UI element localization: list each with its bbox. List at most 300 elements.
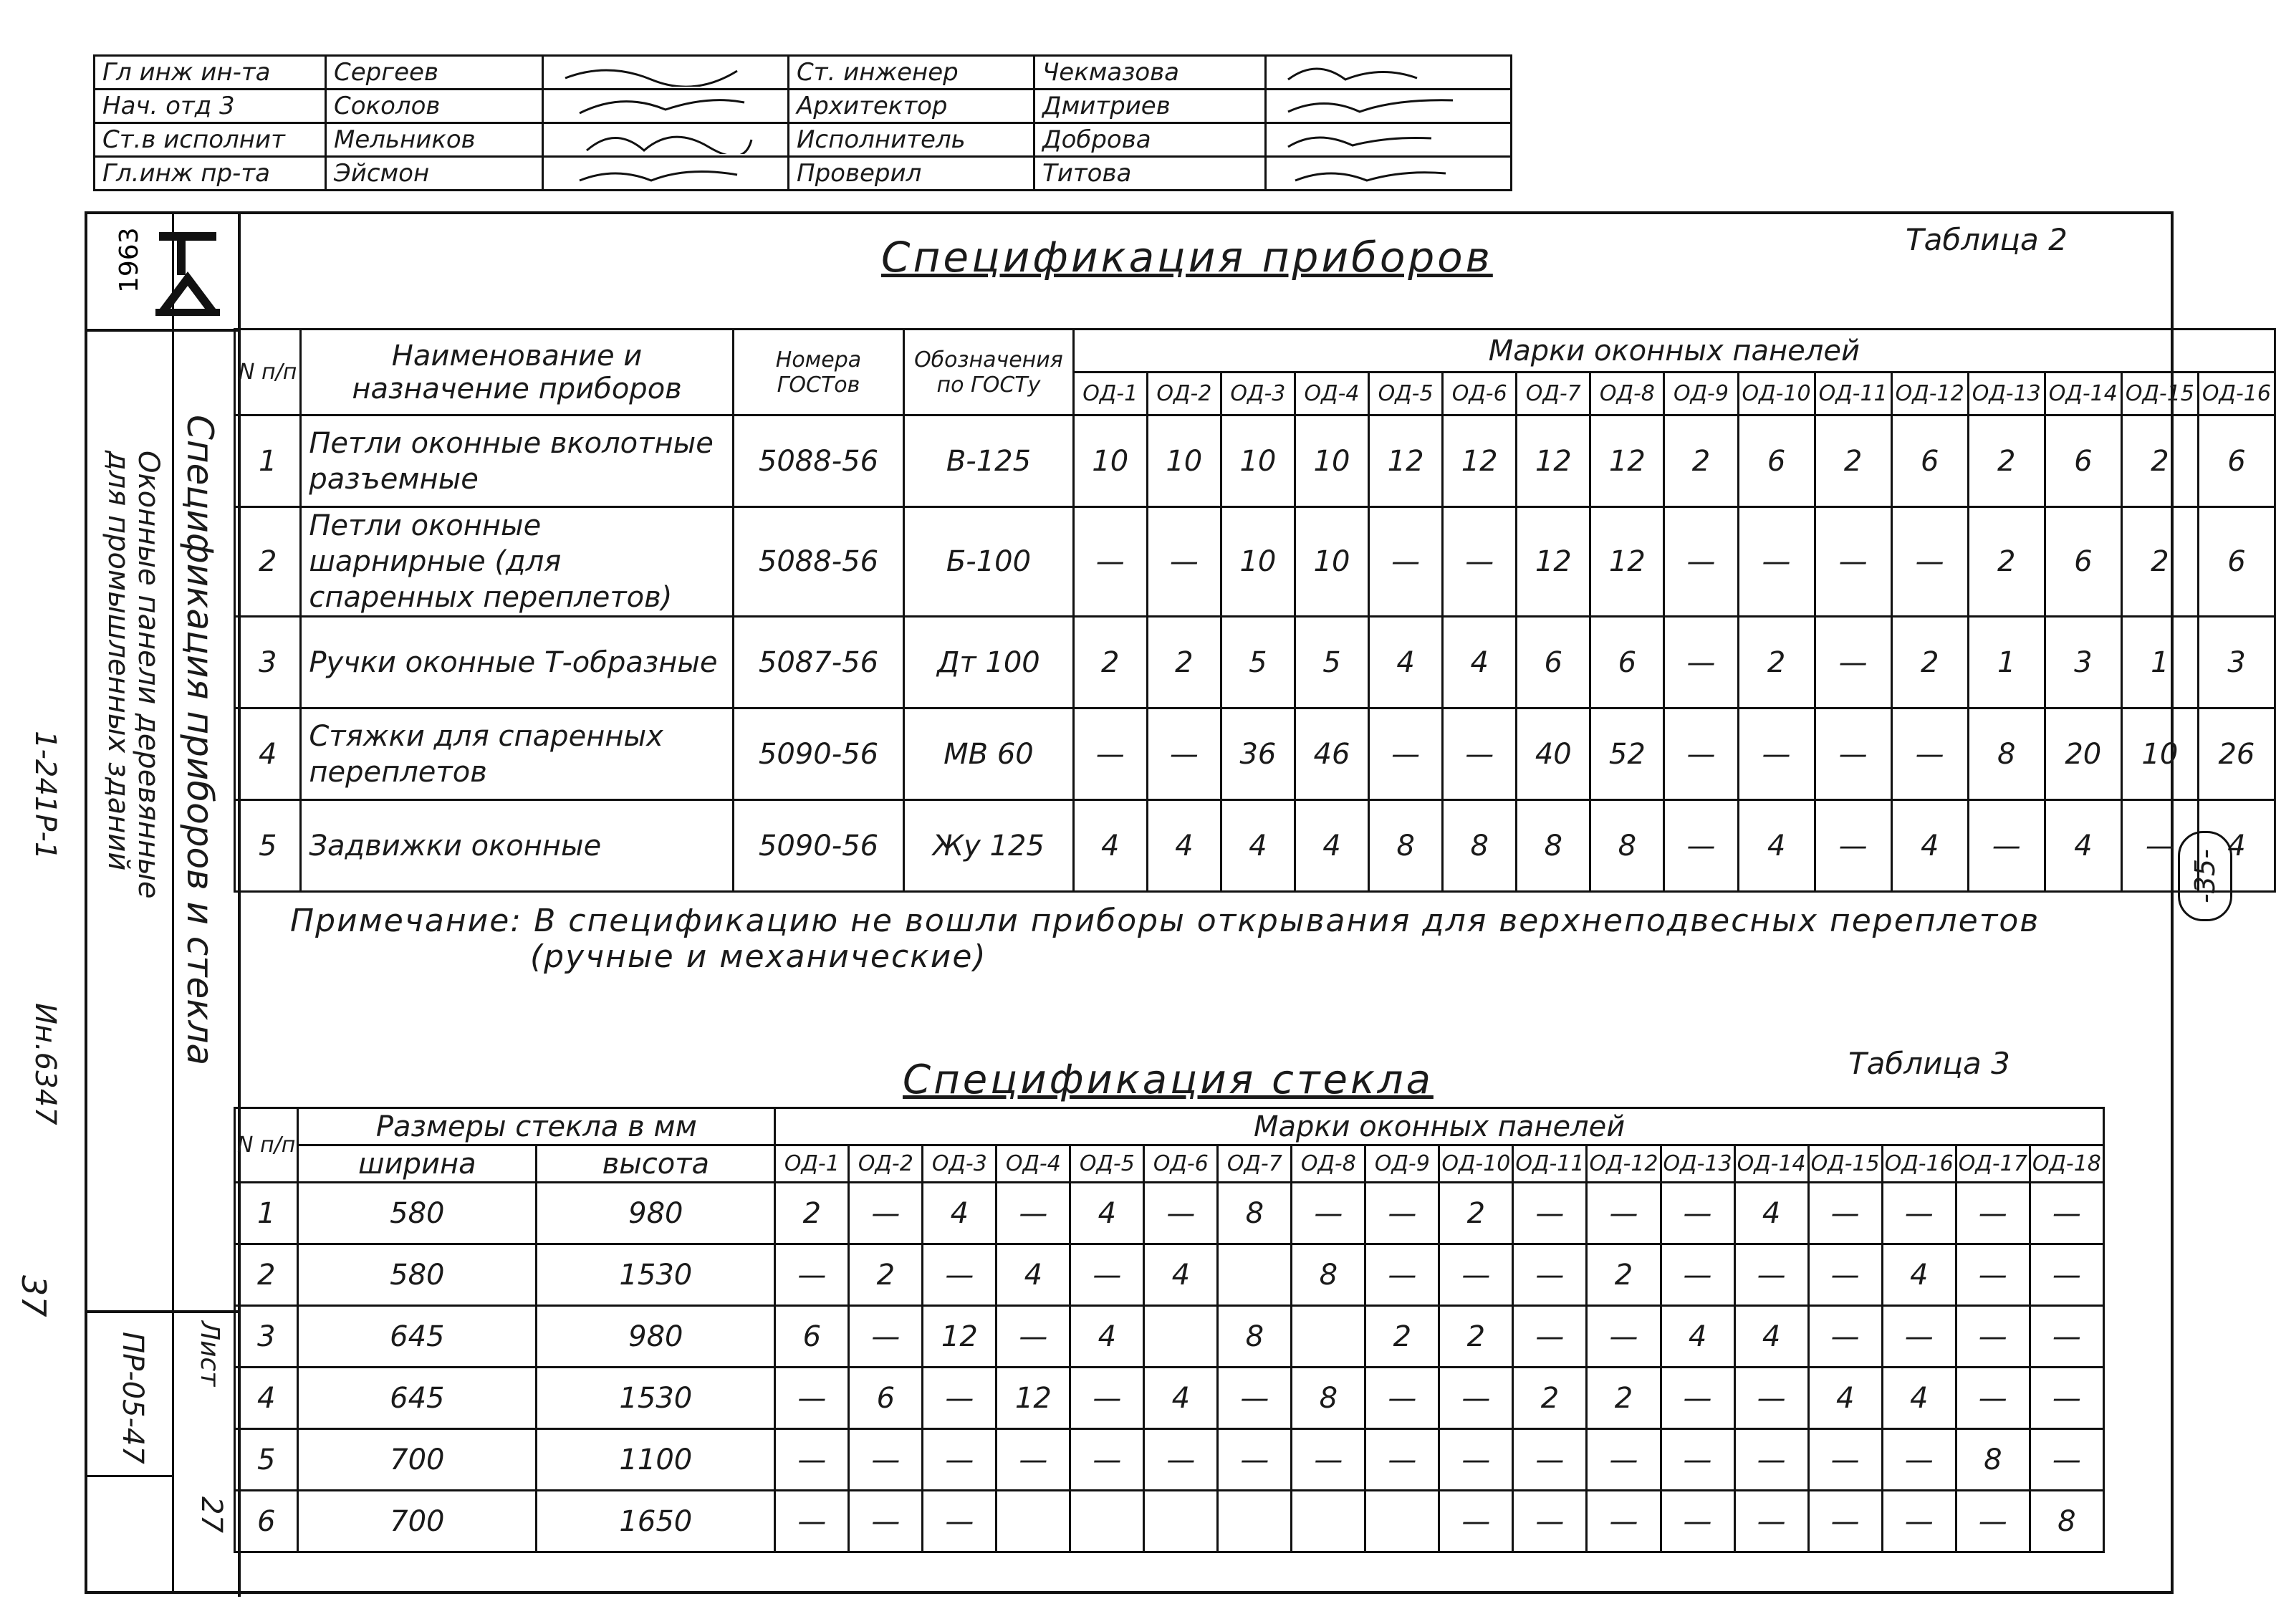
table-cell: — — [1070, 1244, 1144, 1306]
table-cell: 8 — [1292, 1244, 1365, 1306]
product-title-line2: для промышленных зданий — [102, 451, 135, 871]
table-cell: 12 — [1517, 415, 1590, 507]
table-cell: 4 — [1891, 800, 1968, 892]
series-title: Спецификация приборов и стекла — [179, 415, 221, 1066]
table-cell: — — [1070, 1429, 1144, 1491]
table-cell: — — [1369, 708, 1443, 800]
row-number: 3 — [235, 617, 301, 708]
table-cell: — — [2030, 1244, 2103, 1306]
table-cell: 2 — [1664, 415, 1738, 507]
table-cell: 26 — [2198, 708, 2275, 800]
table-cell: — — [1664, 617, 1738, 708]
table-cell: — — [1365, 1183, 1439, 1244]
stamp-role: Нач. отд 3 — [95, 90, 326, 123]
table-cell: — — [1815, 708, 1891, 800]
table-cell: — — [1365, 1429, 1439, 1491]
table-cell: 8 — [1590, 800, 1664, 892]
frame-divider — [87, 1310, 238, 1313]
table-cell: 36 — [1221, 708, 1295, 800]
table-cell: — — [923, 1244, 997, 1306]
table-cell: — — [775, 1368, 849, 1429]
column-header: ОД-6 — [1443, 373, 1517, 415]
table-cell: 2 — [1587, 1244, 1661, 1306]
table-cell: — — [2030, 1306, 2103, 1368]
column-header: ОД-2 — [1147, 373, 1221, 415]
table-cell: — — [1891, 507, 1968, 617]
table-cell: 3 — [2198, 617, 2275, 708]
table-cell: 2 — [1365, 1306, 1439, 1368]
table-cell: — — [1513, 1306, 1587, 1368]
table-cell: — — [1891, 708, 1968, 800]
column-header: ОД-9 — [1664, 373, 1738, 415]
glass-height: 1530 — [537, 1368, 775, 1429]
table-cell: 6 — [1738, 415, 1815, 507]
table-cell: 6 — [1891, 415, 1968, 507]
table-cell: — — [1815, 617, 1891, 708]
table-cell: — — [1439, 1429, 1513, 1491]
table-cell: 10 — [1221, 507, 1295, 617]
row-number: 1 — [235, 415, 301, 507]
table3-title: Спецификация стекла — [903, 1057, 1434, 1103]
table-cell: 5 — [1295, 617, 1368, 708]
table-cell: — — [1587, 1306, 1661, 1368]
table-cell: 2 — [2121, 415, 2198, 507]
glass-height: 980 — [537, 1183, 775, 1244]
glass-height: 980 — [537, 1306, 775, 1368]
column-header: ОД-16 — [1882, 1145, 1956, 1183]
table-cell: 12 — [1590, 415, 1664, 507]
table-cell: 8 — [1369, 800, 1443, 892]
row-number: 1 — [235, 1183, 298, 1244]
gost-designation: В-125 — [904, 415, 1073, 507]
gost-number: 5088-56 — [733, 507, 904, 617]
table-cell: 12 — [997, 1368, 1070, 1429]
stamp-name: Соколов — [326, 90, 543, 123]
column-header: ОД-15 — [2121, 373, 2198, 415]
glass-height: 1650 — [537, 1491, 775, 1552]
table-cell: — — [1664, 800, 1738, 892]
table-cell: — — [1587, 1429, 1661, 1491]
table-cell: — — [1439, 1368, 1513, 1429]
table-cell: — — [849, 1491, 923, 1552]
page-circle-number: 37 — [14, 1275, 53, 1317]
stamp-role: Ст.в исполнит — [95, 123, 326, 157]
header-marks-group: Марки оконных панелей — [1073, 330, 2275, 373]
table-cell: 4 — [1443, 617, 1517, 708]
table-cell: 4 — [1808, 1368, 1882, 1429]
column-header: ОД-2 — [849, 1145, 923, 1183]
table-cell: 10 — [1073, 415, 1147, 507]
gost-designation: Жу 125 — [904, 800, 1073, 892]
column-header: ОД-8 — [1292, 1145, 1365, 1183]
stamp-name: Дмитриев — [1034, 90, 1266, 123]
table-cell: — — [1439, 1244, 1513, 1306]
table-cell: — — [1147, 708, 1221, 800]
logo-year: 1963 — [115, 227, 144, 293]
table-cell: 20 — [2045, 708, 2121, 800]
table-cell: 4 — [1144, 1244, 1218, 1306]
column-header: ОД-8 — [1590, 373, 1664, 415]
table-cell: — — [923, 1491, 997, 1552]
sheet-number: 27 — [195, 1496, 228, 1533]
stamp-row — [95, 90, 1512, 123]
row-number: 2 — [235, 507, 301, 617]
column-header: ОД-16 — [2198, 373, 2275, 415]
table-cell: — — [1956, 1244, 2030, 1306]
header-num: N п/п — [235, 1108, 298, 1183]
stamp-row — [95, 56, 1512, 90]
table-header-row — [235, 330, 2275, 373]
table-cell: 2 — [1439, 1306, 1513, 1368]
column-header: ОД-13 — [1968, 373, 2045, 415]
column-header: ОД-18 — [2030, 1145, 2103, 1183]
instrument-name: Ручки оконные Т-образные — [301, 617, 733, 708]
stamp-signature — [543, 157, 789, 191]
table-cell: 6 — [849, 1368, 923, 1429]
column-header: ОД-6 — [1144, 1145, 1218, 1183]
table-cell: — — [997, 1429, 1070, 1491]
stamp-signature — [1266, 123, 1512, 157]
table-cell: — — [775, 1429, 849, 1491]
table-cell: — — [1956, 1183, 2030, 1244]
title-stamp — [93, 54, 1512, 191]
table-cell: — — [849, 1306, 923, 1368]
table-cell: 2 — [1147, 617, 1221, 708]
table-cell: — — [1439, 1491, 1513, 1552]
table-cell: 4 — [1882, 1244, 1956, 1306]
column-header: ОД-5 — [1369, 373, 1443, 415]
stamp-signature — [543, 123, 789, 157]
table-cell: — — [1734, 1368, 1808, 1429]
column-header: ОД-10 — [1439, 1145, 1513, 1183]
row-number: 5 — [235, 1429, 298, 1491]
stamp-role: Исполнитель — [789, 123, 1034, 157]
gost-designation: Б-100 — [904, 507, 1073, 617]
table-cell: — — [1218, 1368, 1292, 1429]
glass-height: 1100 — [537, 1429, 775, 1491]
table-cell: 6 — [2045, 507, 2121, 617]
table-cell: — — [1513, 1491, 1587, 1552]
column-header: ОД-17 — [1956, 1145, 2030, 1183]
glass-width: 580 — [298, 1244, 537, 1306]
stamp-signature — [1266, 90, 1512, 123]
stamp-name: Эйсмон — [326, 157, 543, 191]
table-cell: — — [1661, 1491, 1734, 1552]
table-cell: 2 — [1439, 1183, 1513, 1244]
stamp-role: Ст. инженер — [789, 56, 1034, 90]
table-cell: 2 — [1891, 617, 1968, 708]
series-code: 1-241Р-1 — [29, 731, 62, 860]
column-header: ОД-14 — [1734, 1145, 1808, 1183]
gost-number: 5090-56 — [733, 708, 904, 800]
stamp-row — [95, 123, 1512, 157]
stamp-row — [95, 157, 1512, 191]
table-cell: — — [1738, 708, 1815, 800]
stamp-role: Гл инж ин-та — [95, 56, 326, 90]
table-cell: 4 — [1661, 1306, 1734, 1368]
table-row — [235, 415, 2275, 507]
table-cell: 2 — [1073, 617, 1147, 708]
table-cell: — — [1661, 1429, 1734, 1491]
column-header: ОД-4 — [997, 1145, 1070, 1183]
table-row — [235, 1306, 2104, 1368]
table-cell: — — [1073, 507, 1147, 617]
inventory-code: Ин.6347 — [29, 1003, 62, 1125]
table-cell: — — [997, 1183, 1070, 1244]
table-cell: 6 — [1590, 617, 1664, 708]
glass-width: 700 — [298, 1491, 537, 1552]
table-cell: 6 — [775, 1306, 849, 1368]
table-header-row — [235, 1108, 2104, 1145]
table-row — [235, 1429, 2104, 1491]
table-cell: — — [923, 1368, 997, 1429]
table-cell: — — [1808, 1306, 1882, 1368]
table-cell: — — [1815, 507, 1891, 617]
table-cell: — — [2030, 1183, 2103, 1244]
sheet-label: Лист — [195, 1321, 224, 1387]
table-cell: 8 — [1292, 1368, 1365, 1429]
header-marks-group: Марки оконных панелей — [775, 1108, 2104, 1145]
glass-width: 645 — [298, 1306, 537, 1368]
table-cell: 4 — [1147, 800, 1221, 892]
publisher-logo — [95, 221, 231, 322]
table-cell: 8 — [1968, 708, 2045, 800]
stamp-role: Проверил — [789, 157, 1034, 191]
row-number: 2 — [235, 1244, 298, 1306]
table-cell: 4 — [1734, 1306, 1808, 1368]
table-cell: 10 — [1147, 415, 1221, 507]
table-cell: 8 — [1218, 1183, 1292, 1244]
table-cell: 12 — [1369, 415, 1443, 507]
glass-height: 1530 — [537, 1244, 775, 1306]
table-cell: — — [1513, 1429, 1587, 1491]
table-cell — [1144, 1306, 1218, 1368]
table3-label: Таблица 3 — [1848, 1046, 2010, 1081]
header-sizes: Размеры стекла в мм — [298, 1108, 775, 1145]
table-cell: 2 — [849, 1244, 923, 1306]
table-cell — [1365, 1491, 1439, 1552]
column-header: ОД-15 — [1808, 1145, 1882, 1183]
frame-divider — [87, 1475, 172, 1477]
gost-number: 5087-56 — [733, 617, 904, 708]
table-cell: — — [1513, 1183, 1587, 1244]
table-row — [235, 617, 2275, 708]
table-cell: — — [1808, 1244, 1882, 1306]
stamp-role: Архитектор — [789, 90, 1034, 123]
table-cell: — — [1292, 1183, 1365, 1244]
table-cell: — — [1661, 1368, 1734, 1429]
table-cell: — — [1664, 507, 1738, 617]
table-cell: 2 — [2121, 507, 2198, 617]
table-cell: 12 — [1517, 507, 1590, 617]
table-cell: — — [849, 1429, 923, 1491]
table-cell: 2 — [775, 1183, 849, 1244]
table-cell: — — [1882, 1429, 1956, 1491]
table-cell: — — [1369, 507, 1443, 617]
table-cell: — — [997, 1306, 1070, 1368]
table2-note-line2: (ручные и механические) — [530, 938, 987, 975]
table-row — [235, 1491, 2104, 1552]
instrument-name: Петли оконные шарнирные (для спаренных переплетов) — [301, 507, 733, 617]
table-cell: 40 — [1517, 708, 1590, 800]
table-cell: 4 — [1070, 1183, 1144, 1244]
table-cell: — — [1968, 800, 2045, 892]
table-cell: — — [1882, 1491, 1956, 1552]
table2-title: Спецификация приборов — [881, 233, 1493, 282]
table-row — [235, 1244, 2104, 1306]
table-cell: — — [1808, 1491, 1882, 1552]
table-cell: — — [2121, 800, 2198, 892]
column-header: ОД-13 — [1661, 1145, 1734, 1183]
stamp-name: Мельников — [326, 123, 543, 157]
table-cell: — — [1734, 1244, 1808, 1306]
table-cell: — — [2030, 1368, 2103, 1429]
stamp-role: Гл.инж пр-та — [95, 157, 326, 191]
table-cell: 6 — [1517, 617, 1590, 708]
stamp-signature — [543, 90, 789, 123]
table-cell: — — [1956, 1368, 2030, 1429]
header-height: высота — [537, 1145, 775, 1183]
glass-width: 700 — [298, 1429, 537, 1491]
row-number: 4 — [235, 708, 301, 800]
instrument-name: Стяжки для спаренных переплетов — [301, 708, 733, 800]
table-cell: — — [1513, 1244, 1587, 1306]
table-cell: — — [1956, 1306, 2030, 1368]
column-header: ОД-9 — [1365, 1145, 1439, 1183]
table-cell: — — [1661, 1244, 1734, 1306]
stamp-name: Титова — [1034, 157, 1266, 191]
table-cell: 2 — [1587, 1368, 1661, 1429]
table-header-row — [235, 1145, 2104, 1183]
column-header: ОД-1 — [1073, 373, 1147, 415]
table-cell: 4 — [1734, 1183, 1808, 1244]
table-cell: 4 — [923, 1183, 997, 1244]
table-cell: 2 — [1815, 415, 1891, 507]
table-cell: 4 — [1295, 800, 1368, 892]
header-gost: Номера ГОСТов — [733, 330, 904, 415]
table-cell: 4 — [1369, 617, 1443, 708]
instrument-name: Задвижки оконные — [301, 800, 733, 892]
table-cell — [1070, 1491, 1144, 1552]
column-header: ОД-7 — [1517, 373, 1590, 415]
table-cell: — — [1144, 1183, 1218, 1244]
table-cell: 2 — [1513, 1368, 1587, 1429]
table-cell: — — [923, 1429, 997, 1491]
column-header: ОД-12 — [1891, 373, 1968, 415]
table-cell: 10 — [1295, 507, 1368, 617]
table-cell: 12 — [923, 1306, 997, 1368]
column-header: ОД-4 — [1295, 373, 1368, 415]
table-cell: 4 — [1221, 800, 1295, 892]
column-header: ОД-10 — [1738, 373, 1815, 415]
table-cell: — — [775, 1491, 849, 1552]
table-cell: — — [1738, 507, 1815, 617]
table-cell: 5 — [1221, 617, 1295, 708]
table-cell: — — [1882, 1183, 1956, 1244]
table-cell: — — [1664, 708, 1738, 800]
stamp-name: Доброва — [1034, 123, 1266, 157]
gost-designation: Дт 100 — [904, 617, 1073, 708]
table-cell: — — [1073, 708, 1147, 800]
table-cell: — — [1808, 1183, 1882, 1244]
table-cell: 1 — [1968, 617, 2045, 708]
table-cell: — — [1144, 1429, 1218, 1491]
glass-width: 580 — [298, 1183, 537, 1244]
table-cell: 1 — [2121, 617, 2198, 708]
table2-note-line1: Примечание: В спецификацию не вошли приборы открывания для верхнеподвесных переплетов — [290, 903, 2040, 939]
header-width: ширина — [298, 1145, 537, 1183]
table-cell: — — [1882, 1306, 1956, 1368]
table-cell: — — [849, 1183, 923, 1244]
column-header: ОД-11 — [1513, 1145, 1587, 1183]
table-cell: 4 — [997, 1244, 1070, 1306]
table-cell: 6 — [2198, 415, 2275, 507]
table-cell: 12 — [1590, 507, 1664, 617]
row-number: 6 — [235, 1491, 298, 1552]
frame-divider — [172, 214, 174, 1591]
column-header: ОД-5 — [1070, 1145, 1144, 1183]
table-cell — [1218, 1244, 1292, 1306]
table-cell — [1292, 1306, 1365, 1368]
column-header: ОД-3 — [1221, 373, 1295, 415]
row-number: 3 — [235, 1306, 298, 1368]
table-cell: — — [1218, 1429, 1292, 1491]
table-cell: 8 — [1956, 1429, 2030, 1491]
column-header: ОД-7 — [1218, 1145, 1292, 1183]
table-cell: 8 — [1218, 1306, 1292, 1368]
gost-number: 5090-56 — [733, 800, 904, 892]
table-cell: 2 — [1968, 415, 2045, 507]
table-row — [235, 800, 2275, 892]
table-cell: — — [1365, 1368, 1439, 1429]
table-cell: 12 — [1443, 415, 1517, 507]
column-header: ОД-3 — [923, 1145, 997, 1183]
column-header: ОД-14 — [2045, 373, 2121, 415]
row-number: 4 — [235, 1368, 298, 1429]
page-marker: -35- — [2178, 831, 2232, 921]
table-row — [235, 1183, 2104, 1244]
table-cell: — — [1147, 507, 1221, 617]
stamp-signature — [1266, 157, 1512, 191]
stamp-name: Чекмазова — [1034, 56, 1266, 90]
table-cell: 52 — [1590, 708, 1664, 800]
instruments-spec-table — [234, 328, 2276, 893]
table-cell: 8 — [2030, 1491, 2103, 1552]
table-cell: 46 — [1295, 708, 1368, 800]
table-cell: 4 — [1738, 800, 1815, 892]
frame-divider — [87, 329, 238, 332]
column-header: ОД-11 — [1815, 373, 1891, 415]
stamp-signature — [543, 56, 789, 90]
instrument-name: Петли оконные вколотные разъемные — [301, 415, 733, 507]
table-cell: — — [1292, 1429, 1365, 1491]
table-cell: — — [1587, 1491, 1661, 1552]
table2-label: Таблица 2 — [1906, 222, 2068, 257]
table-cell: — — [1734, 1491, 1808, 1552]
table-cell: 6 — [2045, 415, 2121, 507]
table-cell: 8 — [1443, 800, 1517, 892]
table-cell: 3 — [2045, 617, 2121, 708]
column-header: ОД-12 — [1587, 1145, 1661, 1183]
table-cell: 10 — [1295, 415, 1368, 507]
table-cell — [1218, 1491, 1292, 1552]
table-cell: — — [1365, 1244, 1439, 1306]
table-cell: — — [1734, 1429, 1808, 1491]
glass-width: 645 — [298, 1368, 537, 1429]
table-cell — [1144, 1491, 1218, 1552]
table-cell: 4 — [1073, 800, 1147, 892]
table-cell: — — [1070, 1368, 1144, 1429]
